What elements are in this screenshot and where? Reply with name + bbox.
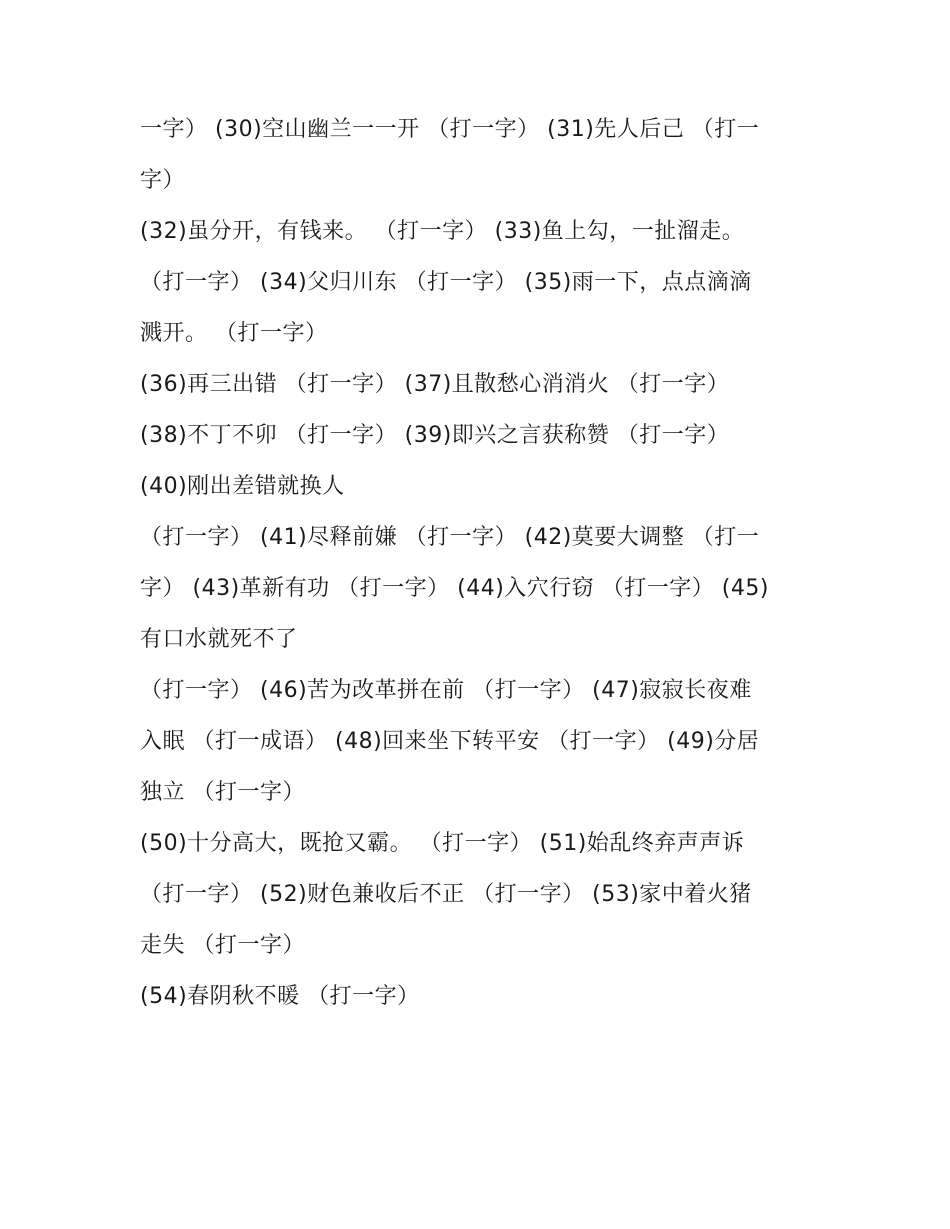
text-line: (32)虽分开，有钱来。 （打一字） (33)鱼上勾，一扯溜走。 [140,219,745,244]
text-line: (50)十分高大，既抢又霸。 （打一字） (51)始乱终弃声声诉 [140,831,745,856]
text-line: 入眠 （打一成语） (48)回来坐下转平安 （打一字） (49)分居 [140,729,760,754]
text-line: (36)再三出错 （打一字） (37)且散愁心消消火 （打一字） [140,372,730,397]
text-line: （打一字） (34)父归川东 （打一字） (35)雨一下，点点滴滴 [140,270,752,295]
text-line: 一字） (30)空山幽兰一一开 （打一字） (31)先人后己 （打一 [140,117,760,142]
text-line: 走失 （打一字） [140,933,305,958]
text-line: 溅开。 （打一字） [140,321,328,346]
text-line: 有口水就死不了 [140,627,298,652]
text-line: （打一字） (46)苦为改革拼在前 （打一字） (47)寂寂长夜难 [140,678,752,703]
text-line: (38)不丁不卯 （打一字） (39)即兴之言获称赞 （打一字） [140,423,730,448]
text-line: 独立 （打一字） [140,780,305,805]
text-line: （打一字） (41)尽释前嫌 （打一字） (42)莫要大调整 （打一 [140,525,760,550]
text-line: （打一字） (52)财色兼收后不正 （打一字） (53)家中着火猪 [140,882,752,907]
text-line: (40)刚出差错就换人 [140,474,345,499]
text-line: (54)春阴秋不暖 （打一字） [140,984,420,1009]
text-line: 字） [140,168,186,193]
text-line: 字） (43)革新有功 （打一字） (44)入穴行窃 （打一字） (45) [140,576,769,601]
riddle-text-block [140,104,820,1022]
